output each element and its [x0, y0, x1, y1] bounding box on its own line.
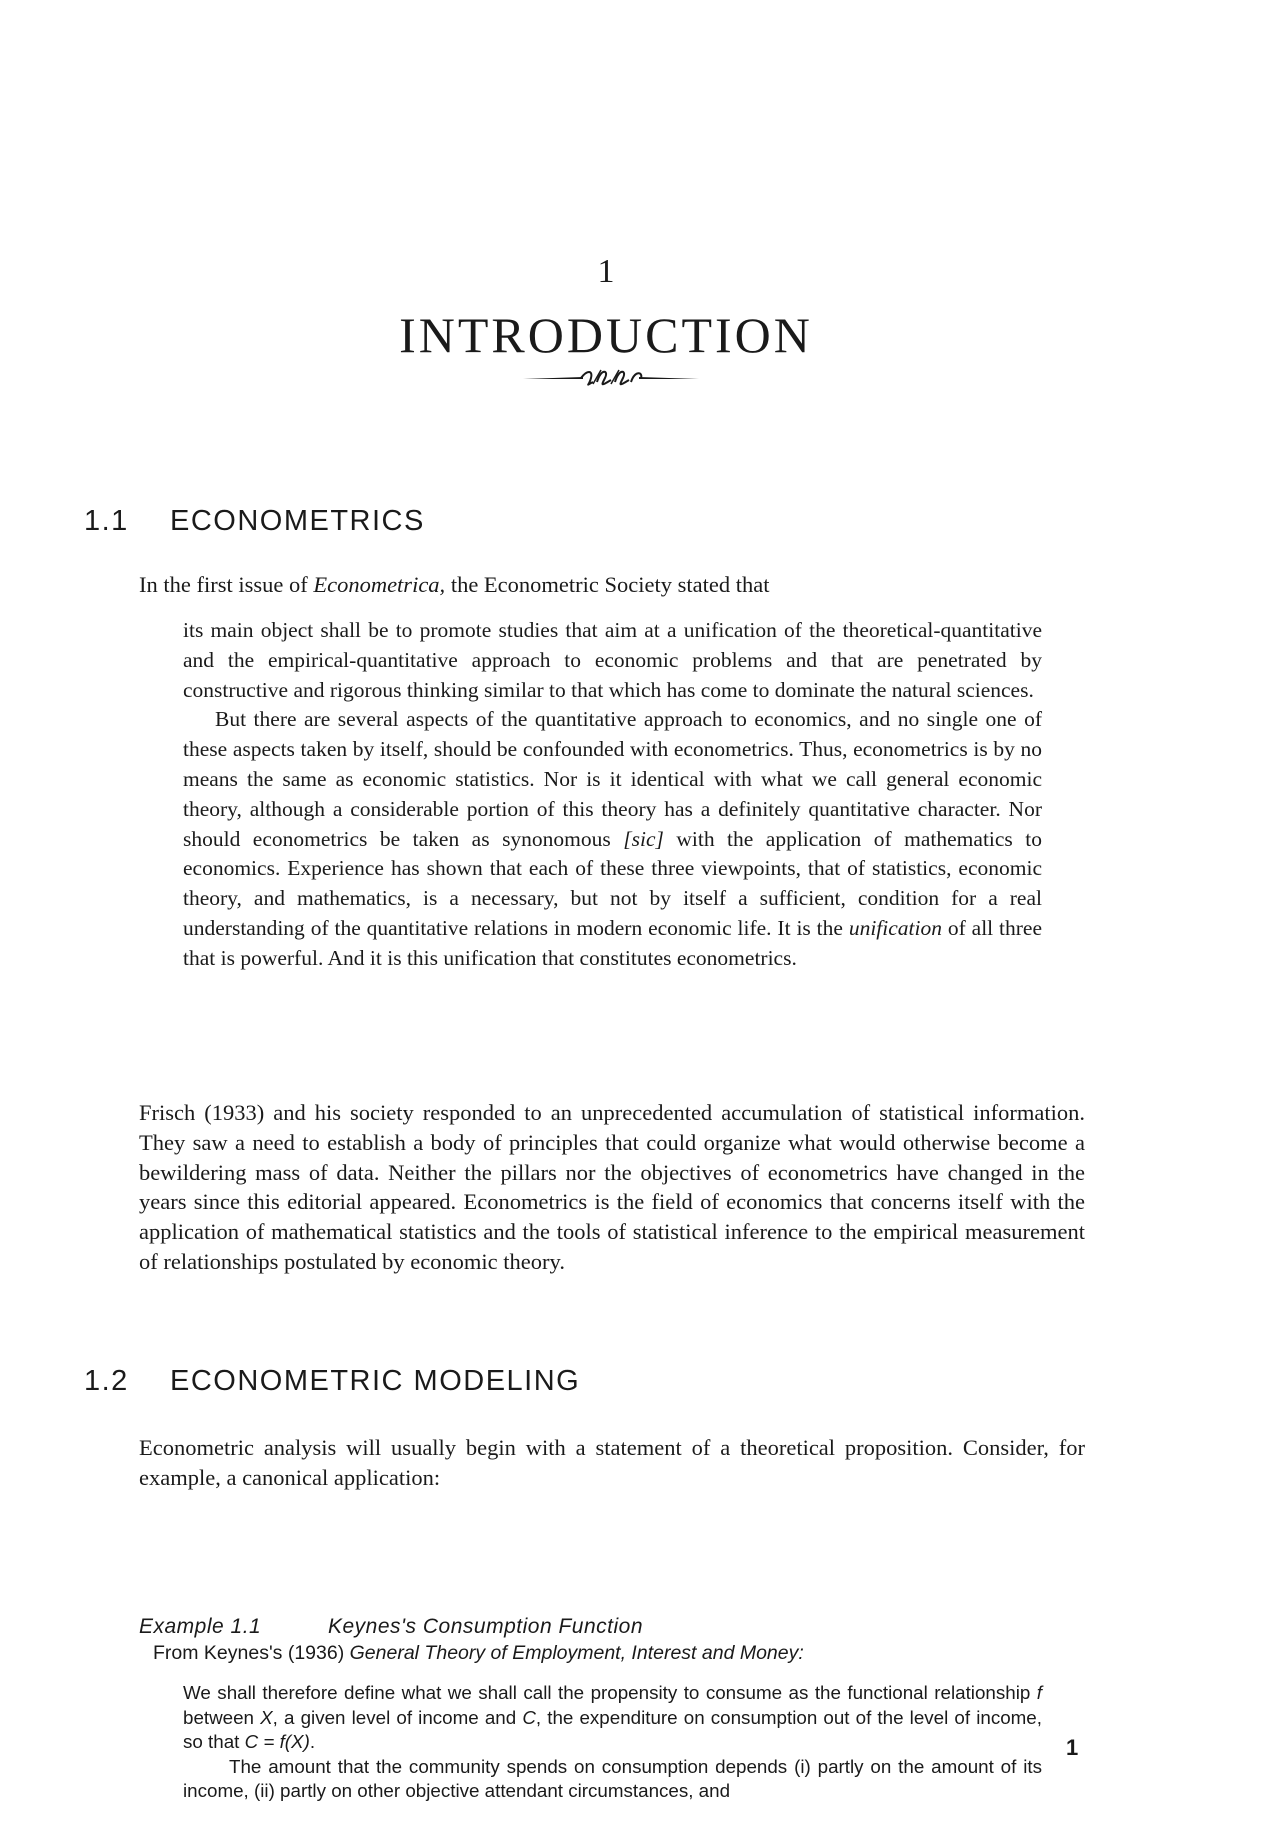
- chapter-title: INTRODUCTION: [399, 307, 813, 363]
- math-equation: C = f(X): [244, 1731, 310, 1753]
- math-variable: f: [1036, 1682, 1042, 1703]
- example-source: [153, 1641, 1053, 1666]
- section-title: ECONOMETRIC MODELING: [170, 1365, 581, 1397]
- quote-paragraph: its main object shall be to promote studies that aim at a unification of the theoretical-quantitative and the empirical-quantitative approach to economic problems and that are penetrated by constructive and rigorous thinking similar to that which has come to dominate the natural sciences.: [183, 618, 1042, 702]
- page-number: 1: [1066, 1735, 1079, 1760]
- sic-marker: [sic]: [623, 826, 664, 851]
- quote-paragraph: [183, 705, 1042, 973]
- block-quote: [183, 616, 1042, 974]
- example-label: Example 1.1: [139, 1615, 262, 1638]
- quote-text: , the expenditure on consumption out of the level of income, so that: [183, 1706, 1042, 1753]
- section-intro-paragraph: [139, 570, 1085, 600]
- source-text: From Keynes's (1936): [153, 1642, 350, 1664]
- quote-text: We shall therefore define what we shall call the propensity to consume as the functional relationship: [183, 1682, 1037, 1703]
- quote-text: of all three that is powerful. And it is this unification that constitutes econometrics.: [183, 915, 1042, 970]
- section-number: 1.2: [84, 1365, 129, 1397]
- quote-text: .: [309, 1731, 316, 1753]
- intro-text-end: the Econometric Society stated that: [445, 572, 770, 597]
- quote-text: , a given level of income and: [272, 1706, 523, 1728]
- body-paragraph: Econometric analysis will usually begin with a statement of a theoretical proposition. Consider, for example, a canonical application:: [139, 1435, 1085, 1490]
- quote-text: between: [183, 1706, 261, 1728]
- quote-text: with the application of mathematics to economics. Experience has shown that each of these three viewpoints, that of statistics, economic theory, and mathematics, is a necessary, but not by itself a sufficient, condition for a real understanding of the quantitative relations in modern economic life. It is the: [183, 826, 1042, 940]
- emphasis-word: unification: [848, 915, 942, 940]
- example-name: Keynes's Consumption Function: [328, 1615, 644, 1638]
- ornament-divider-icon: [521, 366, 701, 388]
- section-heading-econometrics: [84, 504, 425, 538]
- chapter-number: 1: [597, 253, 615, 290]
- example-title: [139, 1614, 643, 1640]
- intro-text: In the first issue of: [139, 572, 314, 597]
- section-number: 1.1: [84, 505, 129, 537]
- example-quote-paragraph: The amount that the community spends on consumption depends (i) partly on the amount of its income, (ii) partly on other objective attendant circumstances, and: [183, 1755, 1042, 1802]
- section-title: ECONOMETRICS: [170, 505, 425, 537]
- section-heading-econometric-modeling: [84, 1364, 580, 1398]
- book-title: General Theory of Employment, Interest and Money:: [349, 1642, 804, 1664]
- quote-text: But there are several aspects of the quantitative approach to economics, and no single one of these aspects taken by itself, should be confounded with econometrics. Thus, econometrics is by no means the same as economic statistics. Nor is it identical with what we call general economic theory, although a considerable portion of this theory has a definitely quantitative character. Nor should econometrics be taken as synonomous: [183, 707, 1042, 851]
- journal-title: Econometrica,: [313, 572, 446, 597]
- math-variable: C: [522, 1706, 536, 1728]
- body-paragraph: Frisch (1933) and his society responded to an unprecedented accumulation of statistical information. They saw a need to establish a body of principles that could organize what would otherwise become a bewildering mass of data. Neither the pillars nor the objectives of econometrics have changed in the years since this editorial appeared. Econometrics is the field of economics that concerns itself with the application of mathematical statistics and the tools of statistical inference to the empirical measurement of relationships postulated by economic theory.: [139, 1100, 1085, 1274]
- example-quote: [183, 1681, 1042, 1804]
- example-quote-paragraph: [183, 1681, 1042, 1755]
- math-variable: X: [260, 1706, 273, 1728]
